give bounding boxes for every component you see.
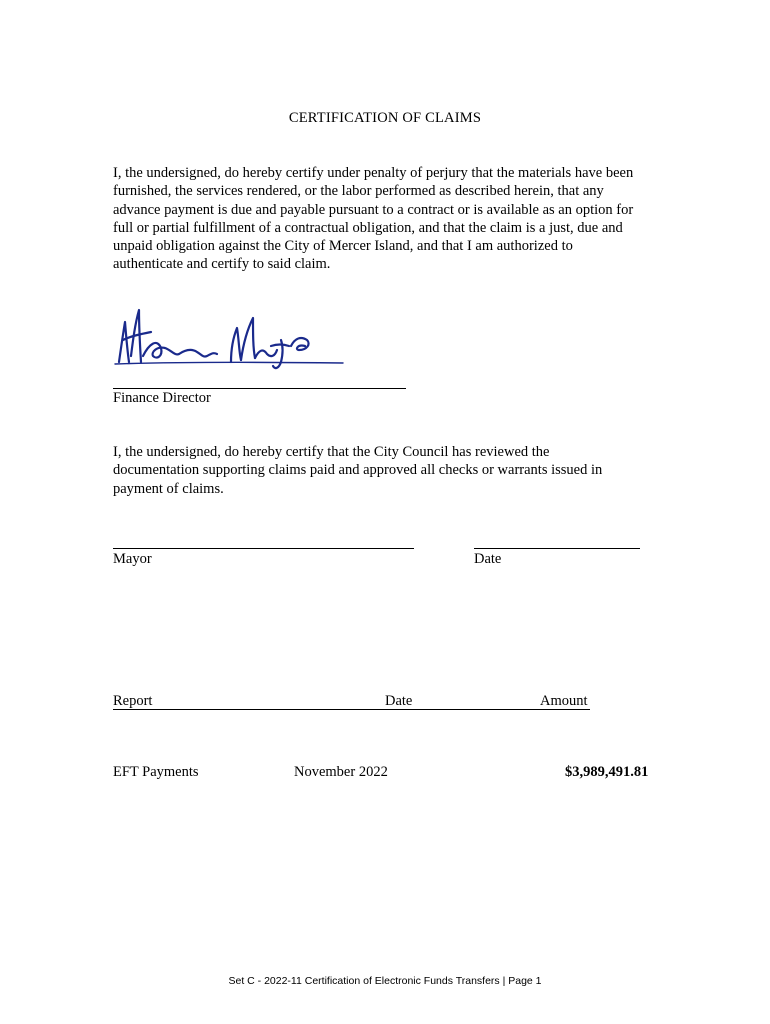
amount-column-header: Amount <box>540 693 588 709</box>
paragraph-line: advance payment is due and payable pursuant to a contract or is available as an option for <box>113 201 634 218</box>
document-title: CERTIFICATION OF CLAIMS <box>288 110 482 126</box>
report-date-cell: November 2022 <box>294 764 388 780</box>
date-column-header: Date <box>385 693 413 709</box>
table-header-underline <box>113 709 590 710</box>
finance-director-signature-line <box>113 388 406 389</box>
signature-drawing <box>113 300 353 372</box>
certification-paragraph <box>113 164 673 274</box>
paragraph-line: unpaid obligation against the City of Mercer Island, and that I am authorized to <box>113 238 573 255</box>
report-column-header: Report <box>113 693 153 709</box>
paragraph-line: authenticate and certify to said claim. <box>113 256 331 273</box>
report-amount-cell: $3,989,491.81 <box>565 764 649 780</box>
finance-director-signature <box>113 300 353 372</box>
paragraph-line: I, the undersigned, do hereby certify under penalty of perjury that the materials have been <box>113 165 634 181</box>
paragraph-line: furnished, the services rendered, or the labor performed as described herein, that any <box>113 183 604 200</box>
finance-director-label: Finance Director <box>113 390 211 406</box>
date-signature-line <box>474 548 640 549</box>
paragraph-line: payment of claims. <box>113 480 224 497</box>
report-name-cell: EFT Payments <box>113 764 199 780</box>
mayor-label: Mayor <box>113 551 152 567</box>
council-certification-paragraph <box>113 443 673 498</box>
date-label: Date <box>474 551 502 567</box>
page-footer: Set C - 2022-11 Certification of Electronic Funds Transfers | Page 1 <box>228 975 542 987</box>
paragraph-line: I, the undersigned, do hereby certify that the City Council has reviewed the <box>113 444 550 460</box>
paragraph-line: full or partial fulfillment of a contractual obligation, and that the claim is a just, due and <box>113 219 623 236</box>
mayor-signature-line <box>113 548 414 549</box>
paragraph-line: documentation supporting claims paid and approved all checks or warrants issued in <box>113 462 603 479</box>
